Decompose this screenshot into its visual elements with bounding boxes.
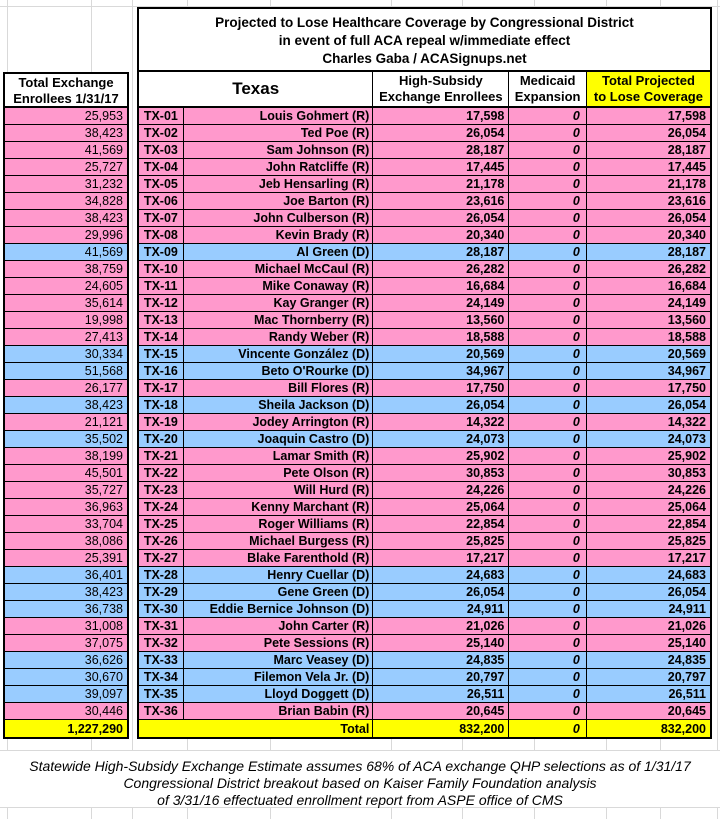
total-projected-cell: 24,911 xyxy=(668,602,707,616)
footnote-line3: of 3/31/16 effectuated enrollment report from ASPE office of CMS xyxy=(157,792,563,808)
high-subsidy-cell: 24,073 xyxy=(373,431,509,447)
enrollees-row: 29,996 xyxy=(5,227,127,244)
medicaid-cell: 0 xyxy=(509,295,586,311)
total-projected-cell: 22,854 xyxy=(667,517,707,531)
medicaid-cell: 0 xyxy=(509,210,586,226)
medicaid-cell: 0 xyxy=(509,193,586,209)
total-projected-cell: 30,853 xyxy=(667,466,707,480)
total-row xyxy=(139,720,710,737)
district-cell: TX-07 xyxy=(139,210,184,226)
medicaid-cell: 0 xyxy=(509,261,586,277)
total-projected-cell: 17,598 xyxy=(667,109,707,123)
district-row xyxy=(139,635,710,652)
total-projected-cell: 25,064 xyxy=(667,500,707,514)
medicaid-cell: 0 xyxy=(509,142,586,158)
medicaid-cell: 0 xyxy=(509,652,586,668)
high-subsidy-header-line1: High-Subsidy xyxy=(398,73,483,88)
total-exchange-enrollees-table xyxy=(3,72,129,739)
district-row xyxy=(139,397,710,414)
left-header-line2: Enrollees 1/31/17 xyxy=(13,91,119,106)
total-projected-cell: 17,217 xyxy=(667,551,707,565)
left-header-line1: Total Exchange xyxy=(18,75,114,90)
title-line2: in event of full ACA repeal w/immediate effect xyxy=(278,33,571,48)
enrollees-row: 30,446 xyxy=(5,703,127,720)
footnote-line2: Congressional District breakout based on Kaiser Family Foundation analysis xyxy=(123,775,597,791)
district-row xyxy=(139,584,710,601)
representative-cell: Jodey Arrington (R) xyxy=(184,414,374,430)
district-cell: TX-16 xyxy=(139,363,184,379)
district-cell: TX-31 xyxy=(139,618,184,634)
total-projected-cell: 13,560 xyxy=(667,313,707,327)
medicaid-cell: 0 xyxy=(509,703,586,719)
gridline-vertical xyxy=(132,0,133,819)
high-subsidy-cell: 23,616 xyxy=(373,193,509,209)
district-cell: TX-21 xyxy=(139,448,184,464)
total-projected-cell: 24,149 xyxy=(667,296,707,310)
total-projected-cell: 20,569 xyxy=(667,347,707,361)
medicaid-cell: 0 xyxy=(509,108,586,124)
district-cell: TX-33 xyxy=(139,652,184,668)
medicaid-cell: 0 xyxy=(509,278,586,294)
district-cell: TX-19 xyxy=(139,414,184,430)
total-projected-cell: 26,054 xyxy=(667,211,707,225)
gridline-vertical xyxy=(717,0,718,819)
district-cell: TX-03 xyxy=(139,142,184,158)
total-projected-header-cell xyxy=(587,72,710,106)
enrollees-row: 21,121 xyxy=(5,414,127,431)
district-row xyxy=(139,346,710,363)
high-subsidy-cell: 21,026 xyxy=(373,618,509,634)
representative-cell: Lamar Smith (R) xyxy=(184,448,374,464)
high-subsidy-cell: 25,064 xyxy=(373,499,509,515)
medicaid-cell: 0 xyxy=(509,397,586,413)
enrollees-row: 37,075 xyxy=(5,635,127,652)
district-cell: TX-23 xyxy=(139,482,184,498)
district-cell: TX-12 xyxy=(139,295,184,311)
representative-cell: Pete Olson (R) xyxy=(184,465,374,481)
high-subsidy-cell: 17,750 xyxy=(373,380,509,396)
high-subsidy-cell: 20,340 xyxy=(373,227,509,243)
district-row xyxy=(139,601,710,618)
medicaid-cell: 0 xyxy=(509,448,586,464)
column-header-row xyxy=(139,72,710,108)
representative-cell: Louis Gohmert (R) xyxy=(184,108,374,124)
representative-cell: Brian Babin (R) xyxy=(184,703,374,719)
representative-cell: John Culberson (R) xyxy=(184,210,374,226)
coverage-loss-table xyxy=(137,7,712,739)
district-cell: TX-02 xyxy=(139,125,184,141)
enrollees-row: 51,568 xyxy=(5,363,127,380)
high-subsidy-cell: 25,825 xyxy=(373,533,509,549)
high-subsidy-cell: 24,149 xyxy=(373,295,509,311)
medicaid-cell: 0 xyxy=(509,686,586,702)
medicaid-cell: 0 xyxy=(509,159,586,175)
total-projected-cell: 16,684 xyxy=(667,279,707,293)
district-row xyxy=(139,550,710,567)
medicaid-cell: 0 xyxy=(509,244,586,260)
medicaid-header-line1: Medicaid xyxy=(519,73,576,88)
representative-cell: Ted Poe (R) xyxy=(184,125,374,141)
enrollees-row: 36,626 xyxy=(5,652,127,669)
total-projected-cell: 20,340 xyxy=(667,228,707,242)
medicaid-cell: 0 xyxy=(509,380,586,396)
high-subsidy-cell: 28,187 xyxy=(373,142,509,158)
district-row xyxy=(139,516,710,533)
district-cell: TX-14 xyxy=(139,329,184,345)
total-projected-cell: 25,825 xyxy=(667,534,707,548)
representative-cell: Will Hurd (R) xyxy=(184,482,374,498)
total-projected-cell: 20,797 xyxy=(667,670,707,684)
total-projected-cell: 17,445 xyxy=(667,160,707,174)
enrollees-row: 38,199 xyxy=(5,448,127,465)
enrollees-row: 35,502 xyxy=(5,431,127,448)
total-projected-cell: 18,588 xyxy=(667,330,707,344)
enrollees-row: 31,008 xyxy=(5,618,127,635)
district-row xyxy=(139,652,710,669)
representative-cell: Kenny Marchant (R) xyxy=(184,499,374,515)
footnote-line1: Statewide High-Subsidy Exchange Estimate assumes 68% of ACA exchange QHP selections as of 1/31/17 xyxy=(29,758,691,774)
representative-cell: Henry Cuellar (D) xyxy=(184,567,374,583)
enrollees-row: 38,759 xyxy=(5,261,127,278)
district-row xyxy=(139,414,710,431)
medicaid-cell: 0 xyxy=(509,533,586,549)
enrollees-row: 45,501 xyxy=(5,465,127,482)
high-subsidy-cell: 25,140 xyxy=(373,635,509,651)
district-cell: TX-09 xyxy=(139,244,184,260)
district-row xyxy=(139,363,710,380)
medicaid-cell: 0 xyxy=(509,346,586,362)
medicaid-header-cell xyxy=(509,72,586,106)
district-row xyxy=(139,159,710,176)
enrollees-row: 35,727 xyxy=(5,482,127,499)
high-subsidy-cell: 21,178 xyxy=(373,176,509,192)
representative-cell: Bill Flores (R) xyxy=(184,380,374,396)
main-rows xyxy=(139,108,710,720)
state-header-cell: Texas xyxy=(139,72,373,106)
representative-cell: Michael McCaul (R) xyxy=(184,261,374,277)
enrollees-row: 38,423 xyxy=(5,397,127,414)
total-medicaid-cell: 0 xyxy=(509,720,586,737)
district-cell: TX-29 xyxy=(139,584,184,600)
high-subsidy-cell: 26,054 xyxy=(373,584,509,600)
total-projected-cell: 23,616 xyxy=(667,194,707,208)
total-projected-cell: 26,054 xyxy=(667,585,707,599)
district-row xyxy=(139,482,710,499)
total-projected-header-line2: to Lose Coverage xyxy=(593,89,703,104)
district-row xyxy=(139,176,710,193)
district-cell: TX-22 xyxy=(139,465,184,481)
medicaid-cell: 0 xyxy=(509,516,586,532)
total-projected-cell: 24,683 xyxy=(667,568,707,582)
district-row xyxy=(139,108,710,125)
district-cell: TX-35 xyxy=(139,686,184,702)
district-row xyxy=(139,244,710,261)
representative-cell: Joe Barton (R) xyxy=(184,193,374,209)
enrollees-row: 38,423 xyxy=(5,584,127,601)
district-cell: TX-04 xyxy=(139,159,184,175)
total-projected-cell: 14,322 xyxy=(667,415,707,429)
medicaid-cell: 0 xyxy=(509,584,586,600)
district-cell: TX-08 xyxy=(139,227,184,243)
representative-cell: Mike Conaway (R) xyxy=(184,278,374,294)
district-row xyxy=(139,465,710,482)
district-row xyxy=(139,210,710,227)
total-projected-cell: 28,187 xyxy=(667,143,707,157)
district-row xyxy=(139,686,710,703)
representative-cell: Joaquin Castro (D) xyxy=(184,431,374,447)
high-subsidy-header-line2: Exchange Enrollees xyxy=(379,89,503,104)
enrollees-row: 30,334 xyxy=(5,346,127,363)
representative-cell: Kay Granger (R) xyxy=(184,295,374,311)
district-row xyxy=(139,448,710,465)
total-projected-cell: 26,054 xyxy=(667,126,707,140)
medicaid-cell: 0 xyxy=(509,499,586,515)
district-row xyxy=(139,380,710,397)
representative-cell: Al Green (D) xyxy=(184,244,374,260)
district-cell: TX-01 xyxy=(139,108,184,124)
medicaid-cell: 0 xyxy=(509,363,586,379)
left-column-header xyxy=(5,74,127,108)
high-subsidy-cell: 26,282 xyxy=(373,261,509,277)
representative-cell: Filemon Vela Jr. (D) xyxy=(184,669,374,685)
high-subsidy-cell: 14,322 xyxy=(373,414,509,430)
high-subsidy-cell: 26,511 xyxy=(373,686,509,702)
district-cell: TX-15 xyxy=(139,346,184,362)
enrollees-row: 35,614 xyxy=(5,295,127,312)
enrollees-row: 38,086 xyxy=(5,533,127,550)
total-projected-cell: 21,026 xyxy=(667,619,707,633)
district-cell: TX-05 xyxy=(139,176,184,192)
medicaid-cell: 0 xyxy=(509,550,586,566)
enrollees-row: 26,177 xyxy=(5,380,127,397)
district-cell: TX-25 xyxy=(139,516,184,532)
total-projected-cell: 21,178 xyxy=(667,177,707,191)
total-label-cell: Total xyxy=(139,720,373,737)
total-projected-cell: 26,511 xyxy=(668,687,707,701)
medicaid-cell: 0 xyxy=(509,329,586,345)
medicaid-cell: 0 xyxy=(509,176,586,192)
total-projected-cell: 28,187 xyxy=(667,245,707,259)
title-line1: Projected to Lose Healthcare Coverage by Congressional District xyxy=(215,15,634,30)
district-cell: TX-06 xyxy=(139,193,184,209)
high-subsidy-header-cell xyxy=(373,72,509,106)
district-cell: TX-36 xyxy=(139,703,184,719)
district-cell: TX-27 xyxy=(139,550,184,566)
medicaid-header-line2: Expansion xyxy=(514,89,581,104)
medicaid-cell: 0 xyxy=(509,567,586,583)
total-projected-cell: 26,282 xyxy=(667,262,707,276)
footnote xyxy=(0,750,720,808)
representative-cell: Kevin Brady (R) xyxy=(184,227,374,243)
high-subsidy-cell: 24,226 xyxy=(373,482,509,498)
district-row xyxy=(139,703,710,720)
enrollees-row: 41,569 xyxy=(5,142,127,159)
representative-cell: Lloyd Doggett (D) xyxy=(184,686,374,702)
total-projected-header-line1: Total Projected xyxy=(601,73,695,88)
district-row xyxy=(139,142,710,159)
district-row xyxy=(139,669,710,686)
total-projected-cell: 25,902 xyxy=(667,449,707,463)
medicaid-cell: 0 xyxy=(509,482,586,498)
district-row xyxy=(139,618,710,635)
left-total-cell: 1,227,290 xyxy=(5,720,127,737)
representative-cell: John Carter (R) xyxy=(184,618,374,634)
left-rows xyxy=(5,108,127,720)
district-row xyxy=(139,227,710,244)
total-projected-cell: 24,835 xyxy=(667,653,707,667)
district-cell: TX-17 xyxy=(139,380,184,396)
medicaid-cell: 0 xyxy=(509,312,586,328)
high-subsidy-cell: 30,853 xyxy=(373,465,509,481)
medicaid-cell: 0 xyxy=(509,635,586,651)
representative-cell: John Ratcliffe (R) xyxy=(184,159,374,175)
district-row xyxy=(139,499,710,516)
total-projected-total-cell: 832,200 xyxy=(660,721,706,736)
total-projected-cell: 24,226 xyxy=(667,483,707,497)
enrollees-row: 34,828 xyxy=(5,193,127,210)
total-high-subsidy-cell: 832,200 xyxy=(373,720,509,737)
district-cell: TX-13 xyxy=(139,312,184,328)
representative-cell: Roger Williams (R) xyxy=(184,516,374,532)
enrollees-row: 39,097 xyxy=(5,686,127,703)
high-subsidy-cell: 22,854 xyxy=(373,516,509,532)
district-cell: TX-18 xyxy=(139,397,184,413)
representative-cell: Sheila Jackson (D) xyxy=(184,397,374,413)
representative-cell: Eddie Bernice Johnson (D) xyxy=(184,601,374,617)
district-row xyxy=(139,533,710,550)
district-row xyxy=(139,125,710,142)
medicaid-cell: 0 xyxy=(509,601,586,617)
district-cell: TX-34 xyxy=(139,669,184,685)
district-cell: TX-30 xyxy=(139,601,184,617)
district-cell: TX-24 xyxy=(139,499,184,515)
medicaid-cell: 0 xyxy=(509,227,586,243)
enrollees-row: 36,738 xyxy=(5,601,127,618)
title-line3: Charles Gaba / ACASignups.net xyxy=(322,51,527,66)
medicaid-cell: 0 xyxy=(509,414,586,430)
district-row xyxy=(139,261,710,278)
high-subsidy-cell: 26,054 xyxy=(373,125,509,141)
high-subsidy-cell: 28,187 xyxy=(373,244,509,260)
high-subsidy-cell: 25,902 xyxy=(373,448,509,464)
high-subsidy-cell: 20,569 xyxy=(373,346,509,362)
medicaid-cell: 0 xyxy=(509,669,586,685)
district-cell: TX-32 xyxy=(139,635,184,651)
district-row xyxy=(139,295,710,312)
representative-cell: Marc Veasey (D) xyxy=(184,652,374,668)
enrollees-row: 25,953 xyxy=(5,108,127,125)
enrollees-row: 27,413 xyxy=(5,329,127,346)
district-cell: TX-10 xyxy=(139,261,184,277)
district-row xyxy=(139,329,710,346)
high-subsidy-cell: 17,217 xyxy=(373,550,509,566)
high-subsidy-cell: 26,054 xyxy=(373,210,509,226)
enrollees-row: 31,232 xyxy=(5,176,127,193)
district-cell: TX-28 xyxy=(139,567,184,583)
enrollees-row: 41,569 xyxy=(5,244,127,261)
medicaid-cell: 0 xyxy=(509,618,586,634)
representative-cell: Mac Thornberry (R) xyxy=(184,312,374,328)
total-projected-cell: 34,967 xyxy=(667,364,707,378)
medicaid-cell: 0 xyxy=(509,465,586,481)
total-projected-cell: 17,750 xyxy=(667,381,707,395)
enrollees-row: 38,423 xyxy=(5,210,127,227)
enrollees-row: 30,670 xyxy=(5,669,127,686)
enrollees-row: 25,727 xyxy=(5,159,127,176)
enrollees-row: 33,704 xyxy=(5,516,127,533)
total-projected-cell: 25,140 xyxy=(667,636,707,650)
high-subsidy-cell: 17,445 xyxy=(373,159,509,175)
total-projected-cell: 20,645 xyxy=(667,704,707,718)
district-row xyxy=(139,193,710,210)
representative-cell: Pete Sessions (R) xyxy=(184,635,374,651)
district-cell: TX-11 xyxy=(139,278,184,294)
enrollees-row: 24,605 xyxy=(5,278,127,295)
total-projected-cell: 24,073 xyxy=(667,432,707,446)
enrollees-row: 36,401 xyxy=(5,567,127,584)
representative-cell: Michael Burgess (R) xyxy=(184,533,374,549)
high-subsidy-cell: 26,054 xyxy=(373,397,509,413)
representative-cell: Beto O'Rourke (D) xyxy=(184,363,374,379)
enrollees-row: 36,963 xyxy=(5,499,127,516)
district-cell: TX-20 xyxy=(139,431,184,447)
high-subsidy-cell: 24,683 xyxy=(373,567,509,583)
representative-cell: Randy Weber (R) xyxy=(184,329,374,345)
high-subsidy-cell: 20,797 xyxy=(373,669,509,685)
table-title xyxy=(139,9,710,72)
district-row xyxy=(139,278,710,295)
representative-cell: Jeb Hensarling (R) xyxy=(184,176,374,192)
representative-cell: Blake Farenthold (R) xyxy=(184,550,374,566)
district-row xyxy=(139,312,710,329)
total-projected-cell: 26,054 xyxy=(667,398,707,412)
representative-cell: Vincente González (D) xyxy=(184,346,374,362)
high-subsidy-cell: 20,645 xyxy=(373,703,509,719)
high-subsidy-cell: 17,598 xyxy=(373,108,509,124)
district-row xyxy=(139,567,710,584)
high-subsidy-cell: 24,911 xyxy=(373,601,509,617)
high-subsidy-cell: 34,967 xyxy=(373,363,509,379)
representative-cell: Gene Green (D) xyxy=(184,584,374,600)
enrollees-row: 25,391 xyxy=(5,550,127,567)
representative-cell: Sam Johnson (R) xyxy=(184,142,374,158)
high-subsidy-cell: 13,560 xyxy=(373,312,509,328)
high-subsidy-cell: 18,588 xyxy=(373,329,509,345)
enrollees-row: 38,423 xyxy=(5,125,127,142)
district-cell: TX-26 xyxy=(139,533,184,549)
high-subsidy-cell: 24,835 xyxy=(373,652,509,668)
high-subsidy-cell: 16,684 xyxy=(373,278,509,294)
district-row xyxy=(139,431,710,448)
medicaid-cell: 0 xyxy=(509,431,586,447)
medicaid-cell: 0 xyxy=(509,125,586,141)
enrollees-row: 19,998 xyxy=(5,312,127,329)
